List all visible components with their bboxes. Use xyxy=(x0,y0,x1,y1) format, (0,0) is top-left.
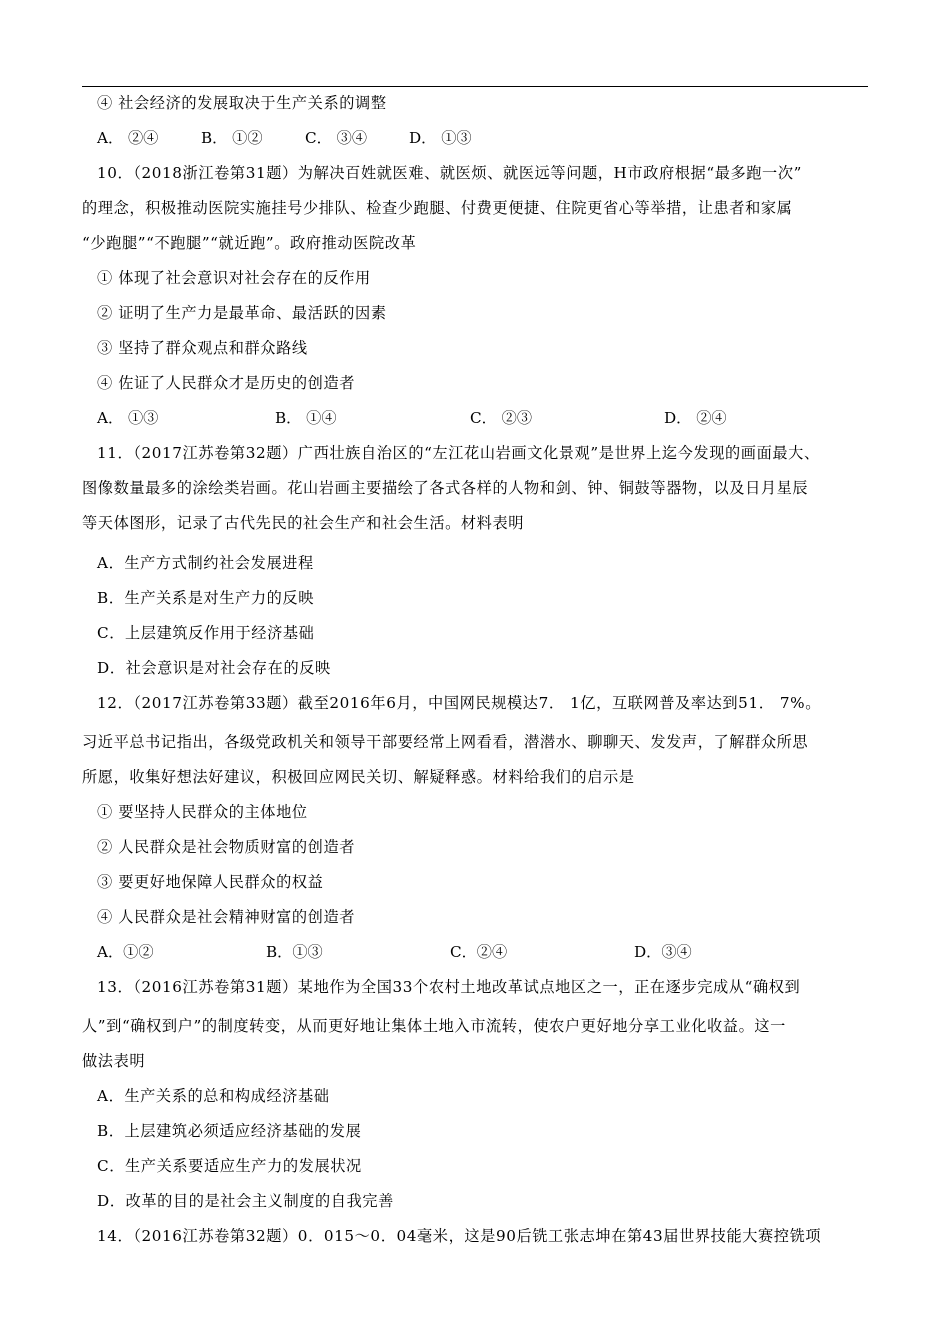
q12-option-c: C．②④ xyxy=(450,943,508,961)
q13-option-b: B．上层建筑必须适应经济基础的发展 xyxy=(97,1122,362,1140)
q10-stem-line-1: 10．（2018浙江卷第31题）为解决百姓就医难、就医烦、就医远等问题，H市政府根据“最多跑一次” xyxy=(97,164,802,182)
q11-option-b: B．生产关系是对生产力的反映 xyxy=(97,589,314,607)
q11-stem-line-3: 等天体图形，记录了古代先民的社会生产和社会生活。材料表明 xyxy=(82,514,525,532)
q9-option-a: A． ②④ xyxy=(97,129,159,147)
q10-statement-1: ① 体现了社会意识对社会存在的反作用 xyxy=(97,269,371,287)
q10-stem-line-2: 的理念，积极推动医院实施挂号少排队、检查少跑腿、付费更便捷、住院更省心等举措，让患者和家属 xyxy=(82,199,793,217)
q13-option-c: C．生产关系要适应生产力的发展状况 xyxy=(97,1157,362,1175)
q9-option-b: B． ①② xyxy=(201,129,263,147)
q12-statement-2: ② 人民群众是社会物质财富的创造者 xyxy=(97,838,356,856)
q12-stem-line-3: 所愿，收集好想法好建议，积极回应网民关切、解疑释惑。材料给我们的启示是 xyxy=(82,768,635,786)
q12-statement-1: ① 要坚持人民群众的主体地位 xyxy=(97,803,308,821)
q11-stem-line-2: 图像数量最多的涂绘类岩画。花山岩画主要描绘了各式各样的人物和剑、钟、铜鼓等器物，以及日月星辰 xyxy=(82,479,809,497)
q12-option-a: A．①② xyxy=(97,943,154,961)
q13-stem-line-3: 做法表明 xyxy=(82,1052,146,1070)
header-rule xyxy=(82,86,868,87)
q10-stem-line-3: “少跑腿”“不跑腿”“就近跑”。政府推动医院改革 xyxy=(82,234,417,252)
q10-statement-3: ③ 坚持了群众观点和群众路线 xyxy=(97,339,308,357)
q13-stem-line-2: 人”到“确权到户”的制度转变，从而更好地让集体土地入市流转，使农户更好地分享工业化收益。这一 xyxy=(82,1017,786,1035)
q11-option-a: A．生产方式制约社会发展进程 xyxy=(97,554,314,572)
q11-option-d: D．社会意识是对社会存在的反映 xyxy=(97,659,331,677)
q13-option-d: D．改革的目的是社会主义制度的自我完善 xyxy=(97,1192,394,1210)
q13-option-a: A．生产关系的总和构成经济基础 xyxy=(97,1087,330,1105)
q12-stem-line-1: 12．（2017江苏卷第33题）截至2016年6月，中国网民规模达7． 1亿，互联网普及率达到51． 7%。 xyxy=(97,694,822,712)
q10-statement-4: ④ 佐证了人民群众才是历史的创造者 xyxy=(97,374,356,392)
q9-statement-4: ④ 社会经济的发展取决于生产关系的调整 xyxy=(97,94,387,112)
q12-statement-3: ③ 要更好地保障人民群众的权益 xyxy=(97,873,324,891)
q10-option-c: C． ②③ xyxy=(470,409,533,427)
q13-stem-line-1: 13．（2016江苏卷第31题）某地作为全国33个农村土地改革试点地区之一，正在逐步完成从“确权到 xyxy=(97,978,801,996)
q11-option-c: C．上层建筑反作用于经济基础 xyxy=(97,624,315,642)
q12-stem-line-2: 习近平总书记指出，各级党政机关和领导干部要经常上网看看，潜潜水、聊聊天、发发声，了解群众所思 xyxy=(82,733,809,751)
q12-statement-4: ④ 人民群众是社会精神财富的创造者 xyxy=(97,908,356,926)
q10-option-d: D． ②④ xyxy=(664,409,727,427)
q11-stem-line-1: 11．（2017江苏卷第32题）广西壮族自治区的“左江花山岩画文化景观”是世界上迄今发现的画面最大、 xyxy=(97,444,820,462)
q10-statement-2: ② 证明了生产力是最革命、最活跃的因素 xyxy=(97,304,387,322)
q14-stem-line-1: 14．（2016江苏卷第32题）0．015～0．04毫米，这是90后铣工张志坤在第43届世界技能大赛控铣项 xyxy=(97,1227,822,1245)
q10-option-a: A． ①③ xyxy=(97,409,159,427)
q9-option-d: D． ①③ xyxy=(409,129,472,147)
q12-option-b: B．①③ xyxy=(266,943,323,961)
q10-option-b: B． ①④ xyxy=(275,409,337,427)
q9-option-c: C． ③④ xyxy=(305,129,368,147)
q12-option-d: D．③④ xyxy=(634,943,692,961)
